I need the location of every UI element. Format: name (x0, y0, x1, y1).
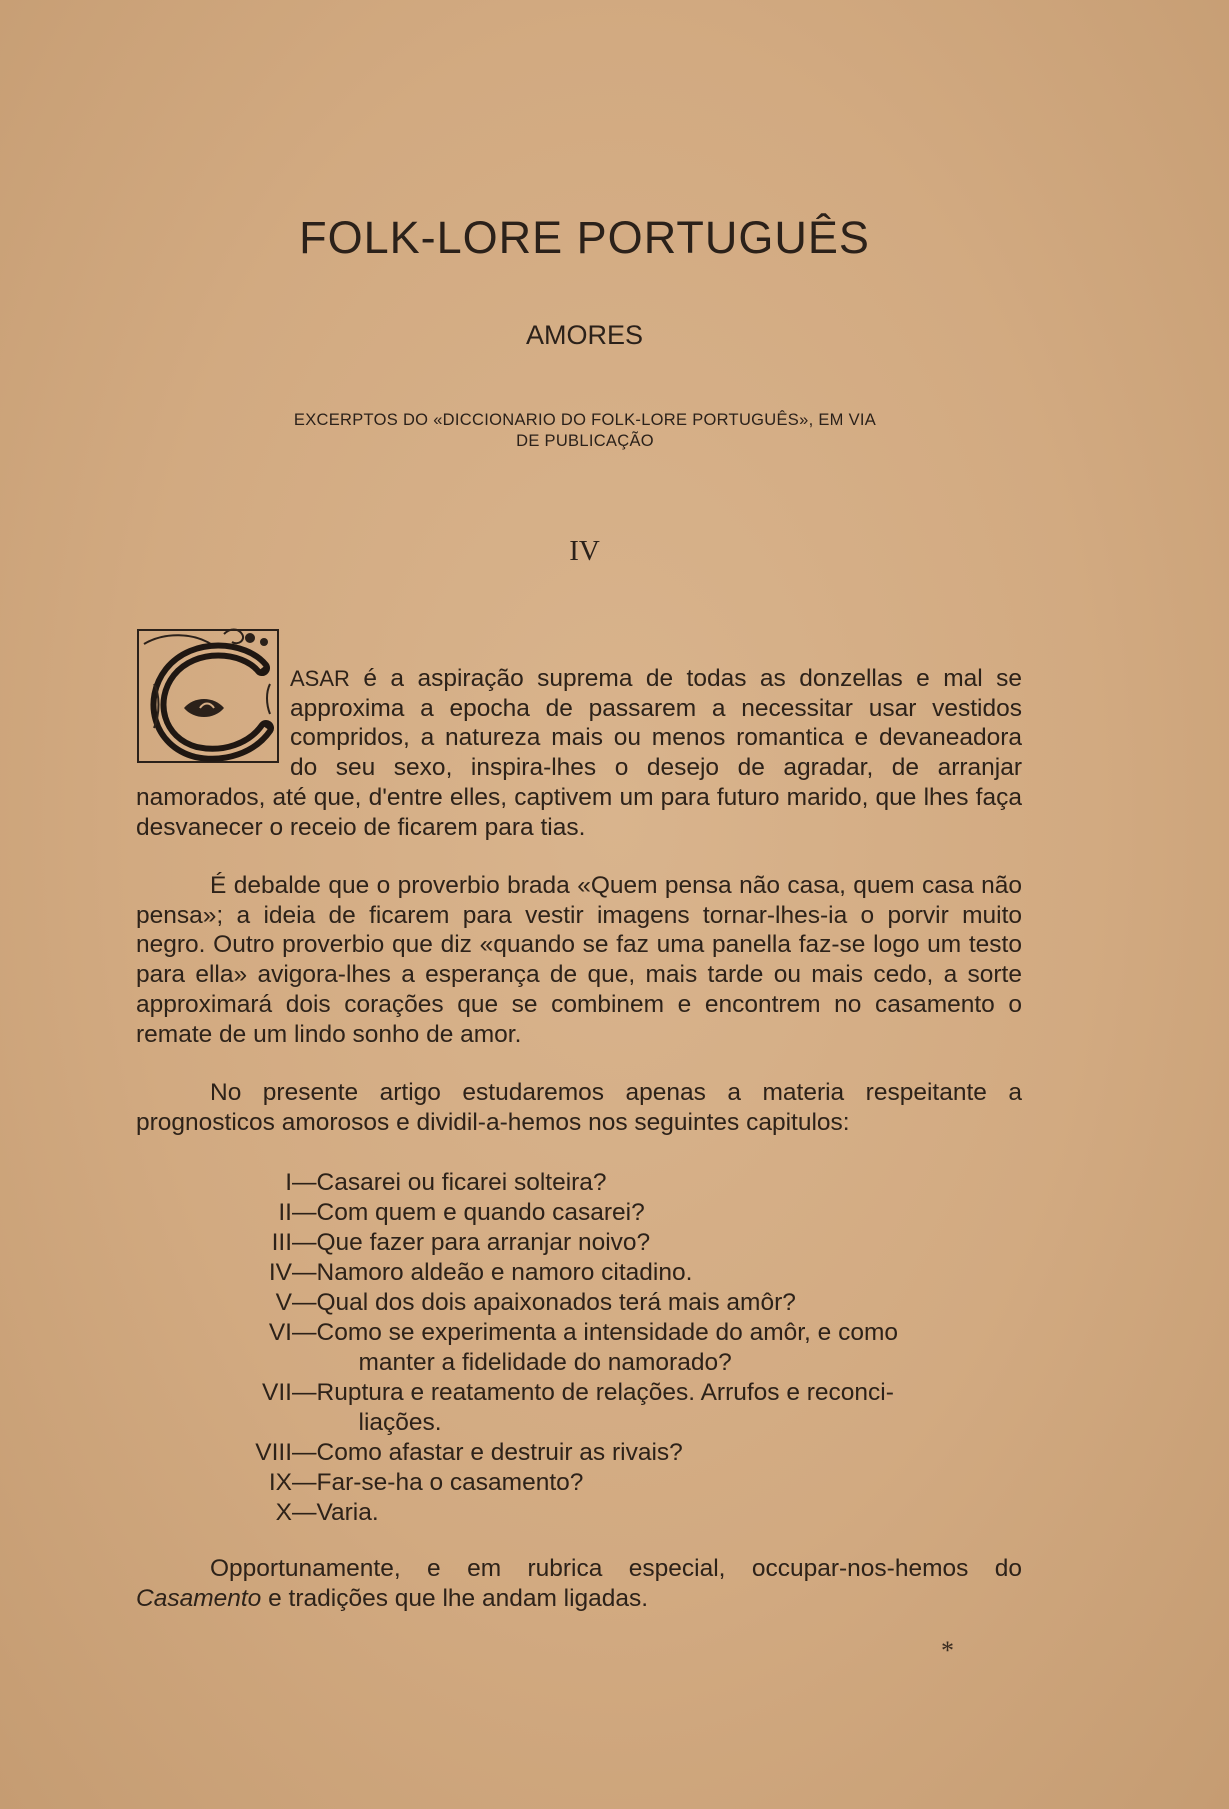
paragraph-1-text: é a aspiração suprema de todas as donzellas e mal se approxima a epocha de passarem a necessitar usar vestidos compridos, a natureza mais ou menos romantica e devaneadora do seu sexo, inspira-lhes o desejo de agradar, de arranjar namorados, até que, d'entre elles, captivem um para futuro marido, que lhes faça desvanecer o receio de ficarem para tias. (136, 665, 1022, 841)
chapter-item (136, 1378, 1022, 1438)
chapter-item (136, 1318, 1022, 1378)
chapter-title-line: Namoro aldeão e namoro citadino. (316, 1259, 693, 1286)
chapter-dash: — (292, 1379, 317, 1406)
chapter-item (136, 1288, 1022, 1318)
chapter-title-line: Como afastar e destruir as rivais? (316, 1439, 683, 1466)
chapter-dash: — (292, 1229, 317, 1256)
chapter-title (317, 1438, 1023, 1468)
chapter-dash: — (292, 1469, 317, 1496)
chapter-title (317, 1468, 1023, 1498)
chapter-number: II (278, 1199, 292, 1226)
chapter-number: V (275, 1289, 292, 1316)
chapter-number: VI (268, 1319, 292, 1346)
chapter-item (136, 1258, 1022, 1288)
section-numeral: IV (569, 535, 600, 567)
chapter-dash: — (292, 1199, 317, 1226)
chapter-list (136, 1168, 1022, 1528)
chapter-dash: — (292, 1319, 317, 1346)
chapter-number: III (271, 1229, 292, 1256)
paragraph-4-text-end: e tradições que lhe andam ligadas. (261, 1584, 649, 1612)
chapter-number: X (275, 1499, 292, 1526)
ornament-asterisk: * (941, 1636, 954, 1665)
chapter-number: IV (268, 1259, 292, 1286)
chapter-item (136, 1168, 1022, 1198)
paragraph-4-text-start: Opportunamente, e em rubrica especial, occupar-nos-hemos do (210, 1555, 1022, 1582)
excerpt-note (240, 410, 930, 452)
chapter-title (317, 1378, 1023, 1438)
excerpt-line-1: EXCERPTOS DO «DICCIONARIO DO FOLK-LORE PORTUGUÊS», EM VIA (293, 411, 877, 429)
paragraph-2: É debalde que o proverbio brada «Quem pensa não casa, quem casa não pensa»; a ideia de ficarem para vestir imagens tornar-lhes-ia o porvir muito negro. Outro proverbio que diz «quando se faz uma panella faz-se logo um testo para ella» avigora-lhes a esperança de que, mais tarde ou mais cedo, a sorte approximará dois corações que se combinem e encontrem no casamento o remate de um lindo sonho de amor. (136, 872, 1022, 1048)
chapter-dash: — (292, 1169, 317, 1196)
page-title: FOLK-LORE PORTUGUÊS (299, 212, 870, 263)
chapter-title (317, 1228, 1023, 1258)
chapter-dash: — (292, 1439, 317, 1466)
article-subtitle: AMORES (525, 320, 644, 350)
chapter-title-line: Far-se-ha o casamento? (316, 1469, 584, 1496)
chapter-number: VII (262, 1379, 292, 1406)
chapter-title (317, 1198, 1023, 1228)
chapter-title-line: Qual dos dois apaixonados terá mais amôr? (316, 1289, 796, 1316)
chapter-dash: — (292, 1499, 317, 1526)
chapter-title-continuation: manter a fidelidade do namorado? (358, 1349, 732, 1376)
chapter-item (136, 1228, 1022, 1258)
chapter-number: IX (268, 1469, 292, 1496)
chapter-title-line: Varia. (316, 1499, 379, 1526)
paragraph-1 (136, 664, 1022, 842)
excerpt-line-2: DE PUBLICAÇÃO (516, 432, 654, 450)
chapter-title-line: Com quem e quando casarei? (316, 1199, 645, 1226)
ornamental-dropcap-c-icon (134, 624, 284, 768)
chapter-title (317, 1258, 1023, 1288)
chapter-title (317, 1288, 1023, 1318)
paragraph-3: No presente artigo estudaremos apenas a materia respeitante a prognosticos amorosos e dividil-a-hemos nos seguintes capitulos: (136, 1079, 1022, 1136)
paragraph-4 (136, 1554, 1022, 1613)
paragraph-1-opening-word: ASAR (290, 666, 350, 691)
chapter-item (136, 1438, 1022, 1468)
chapter-number: VIII (255, 1439, 292, 1466)
chapter-item (136, 1468, 1022, 1498)
chapter-number: I (285, 1169, 292, 1196)
chapter-dash: — (292, 1259, 317, 1286)
chapter-title-line: Como se experimenta a intensidade do amôr, e como (316, 1319, 899, 1346)
chapter-title-continuation: liações. (358, 1409, 442, 1436)
chapter-title-line: Casarei ou ficarei solteira? (316, 1169, 607, 1196)
chapter-item (136, 1498, 1022, 1528)
chapter-title (317, 1168, 1023, 1198)
chapter-title (317, 1318, 1023, 1378)
chapter-dash: — (292, 1289, 317, 1316)
chapter-item (136, 1198, 1022, 1228)
chapter-title-line: Ruptura e reatamento de relações. Arrufos e reconci- (316, 1379, 894, 1406)
paragraph-4-italic-term: Casamento (136, 1584, 262, 1612)
chapter-title-line: Que fazer para arranjar noivo? (316, 1229, 651, 1256)
chapter-title (317, 1498, 1023, 1528)
